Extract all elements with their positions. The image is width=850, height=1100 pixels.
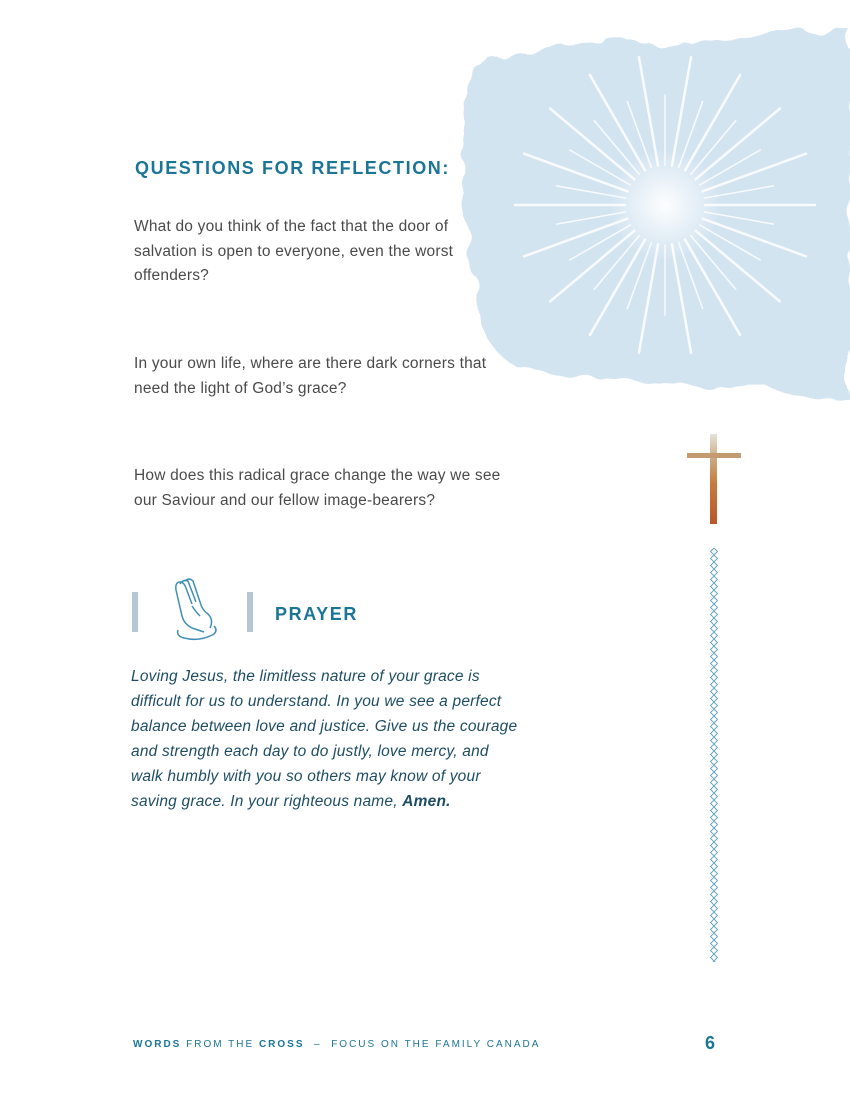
chain-divider	[709, 548, 719, 962]
divider-bar-left	[132, 592, 138, 632]
footer-cross: CROSS	[258, 1039, 305, 1050]
page-number: 6	[705, 1033, 716, 1053]
prayer-body: Loving Jesus, the limitless nature of your grace is difficult for us to understand. In you we see a perfect balance between love and justice. Give us the courage and strength each day to do justly, love mercy, and walk humbly with you so others may know of your saving grace. In your righteous name,	[131, 668, 518, 810]
footer-words: WORDS	[133, 1039, 182, 1050]
footer-org: FOCUS ON THE FAMILY CANADA	[331, 1039, 541, 1050]
prayer-title: PRAYER	[275, 604, 358, 624]
prayer-closing: Amen.	[402, 793, 451, 810]
prayer-text	[131, 664, 521, 814]
footer-separator: –	[304, 1039, 332, 1050]
footer-from-the: FROM THE	[181, 1039, 259, 1050]
reflection-question-3: How does this radical grace change the way we see our Saviour and our fellow image-bearers?	[134, 467, 501, 509]
reflection-question-1: What do you think of the fact that the door of salvation is open to everyone, even the worst offenders?	[134, 218, 454, 284]
praying-hands-icon	[170, 576, 222, 642]
divider-bar-right	[247, 592, 253, 632]
reflection-question-2: In your own life, where are there dark corners that need the light of God’s grace?	[134, 355, 487, 397]
reflection-heading: QUESTIONS FOR REFLECTION:	[135, 158, 451, 178]
footer-title	[133, 1039, 540, 1050]
cross-icon	[686, 432, 742, 526]
